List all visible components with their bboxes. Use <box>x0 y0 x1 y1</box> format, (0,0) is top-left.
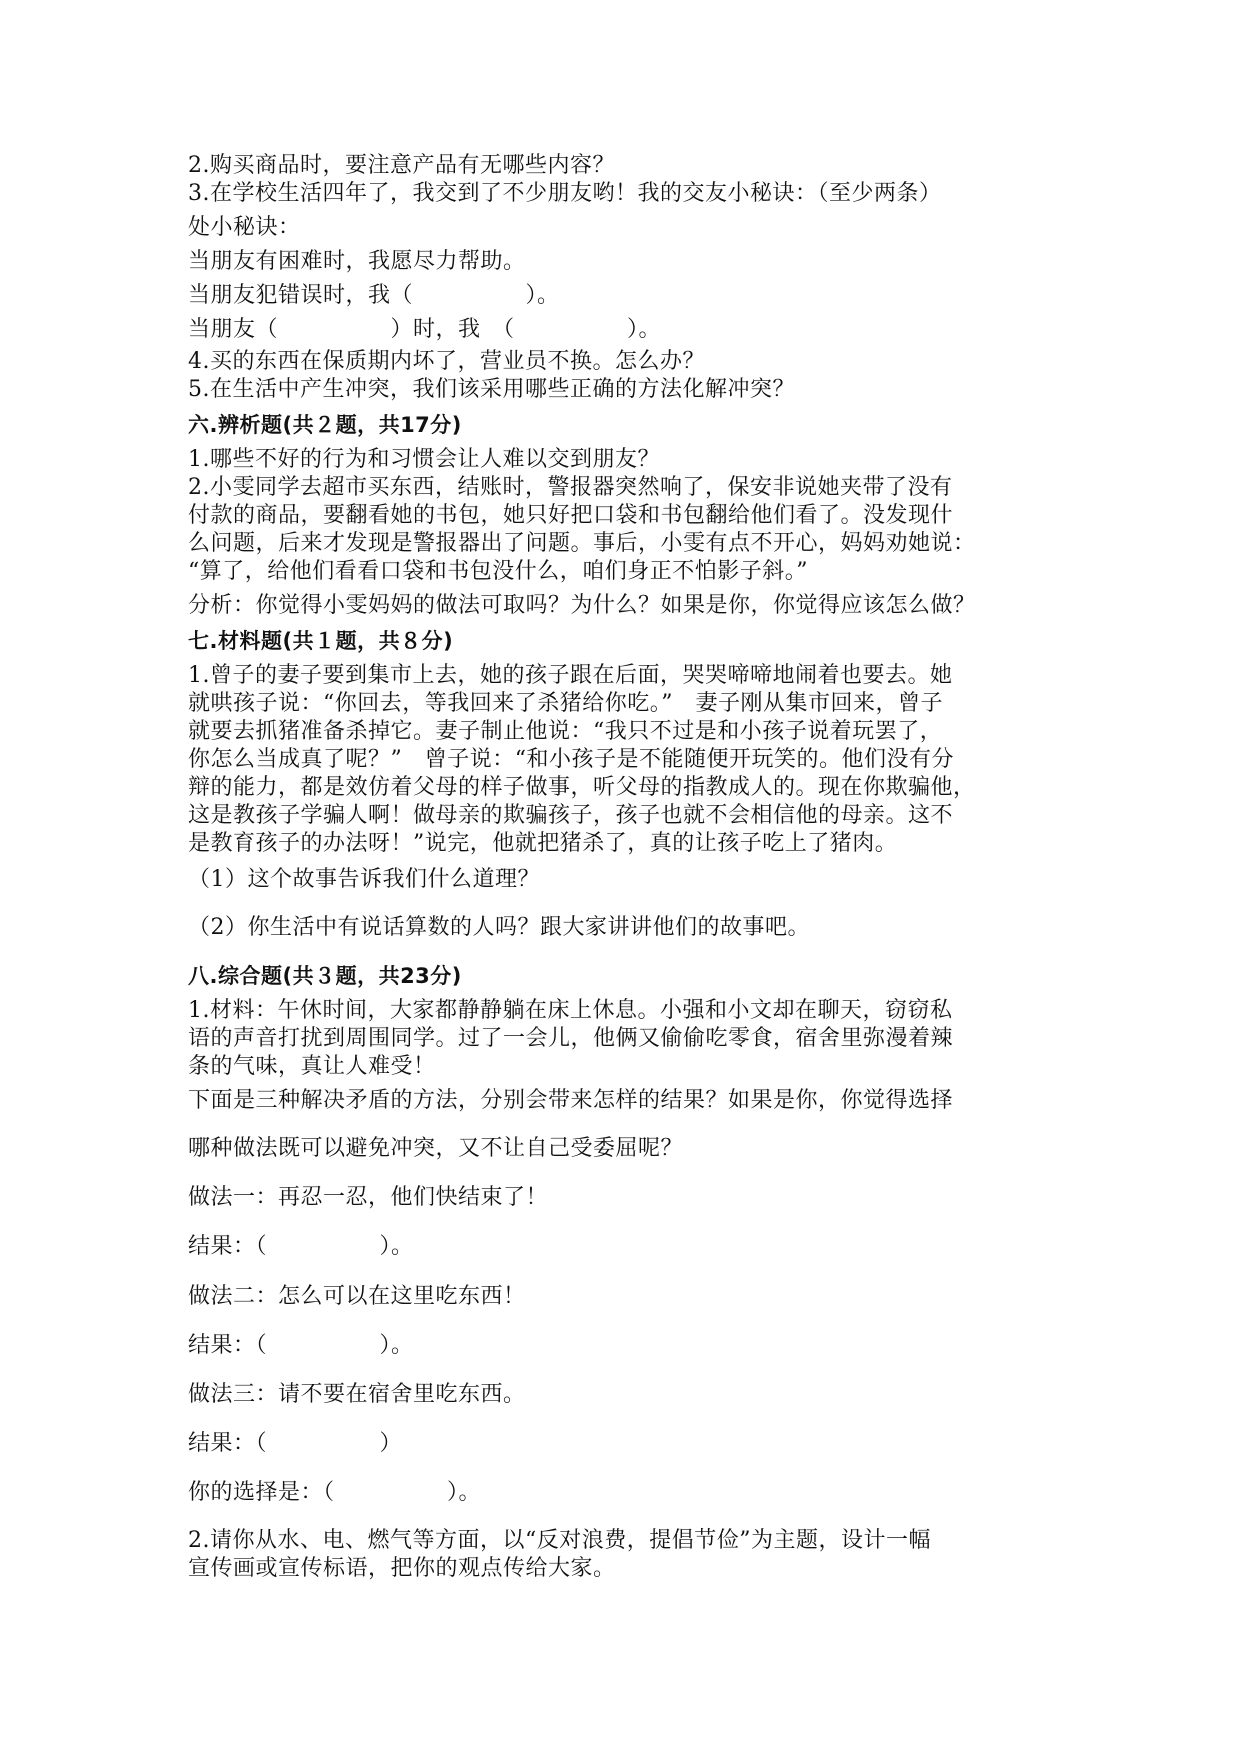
question-5-3: 3.在学校生活四年了，我交到了不少朋友哟！我的交友小秘诀：（至少两条） <box>188 181 942 206</box>
question-7-1-line: 就要去抓猪准备杀掉它。妻子制止他说：“我只不过是和小孩子说着玩罢了， <box>188 719 943 744</box>
section-6-title: 六.辨析题(共２题，共17分) <box>188 413 462 437</box>
tip-line-2: 当朋友犯错误时，我（ ）。 <box>188 283 560 308</box>
tip-line-3: 当朋友（ ）时，我 （ ）。 <box>188 317 662 342</box>
choice-prompt: 你的选择是：（ ）。 <box>188 1480 482 1505</box>
method-3: 做法三：请不要在宿舍里吃东西。 <box>188 1382 526 1407</box>
question-8-1-line: 哪种做法既可以避免冲突，又不让自己受委屈呢？ <box>188 1136 684 1161</box>
result-1: 结果：（ ）。 <box>188 1234 414 1259</box>
subquestion-7-2: （2）你生活中有说话算数的人吗？跟大家讲讲他们的故事吧。 <box>188 915 810 940</box>
tip-line-1: 当朋友有困难时，我愿尽力帮助。 <box>188 249 526 274</box>
question-8-1-line: 下面是三种解决矛盾的方法，分别会带来怎样的结果？如果是你，你觉得选择 <box>188 1088 954 1113</box>
question-6-2-line: 付款的商品，要翻看她的书包，她只好把口袋和书包翻给他们看了。没发现什 <box>188 503 954 528</box>
question-8-2-line: 宣传画或宣传标语，把你的观点传给大家。 <box>188 1556 616 1581</box>
subquestion-7-1: （1）这个故事告诉我们什么道理？ <box>188 867 540 892</box>
analysis-prompt: 分析：你觉得小雯妈妈的做法可取吗？为什么？如果是你，你觉得应该怎么做？ <box>188 593 976 618</box>
question-6-1: 1.哪些不好的行为和习惯会让人难以交到朋友？ <box>188 447 660 472</box>
question-7-1-line: 就哄孩子说：“你回去，等我回来了杀猪给你吃。” 妻子刚从集市回来，曾子 <box>188 691 943 716</box>
question-6-2-line: 2.小雯同学去超市买东西，结账时，警报器突然响了，保安非说她夹带了没有 <box>188 475 953 500</box>
result-2: 结果：（ ）。 <box>188 1333 414 1358</box>
question-8-2-line: 2.请你从水、电、燃气等方面，以“反对浪费，提倡节俭”为主题，设计一幅 <box>188 1528 931 1553</box>
method-2: 做法二：怎么可以在这里吃东西！ <box>188 1284 526 1309</box>
question-8-1-line: 1.材料：午休时间，大家都静静躺在床上休息。小强和小文却在聊天，窃窃私 <box>188 998 953 1023</box>
question-6-2-line: “算了，给他们看看口袋和书包没什么，咱们身正不怕影子斜。” <box>188 559 808 584</box>
question-7-1-line: 是教育孩子的办法呀！”说完，他就把猪杀了，真的让孩子吃上了猪肉。 <box>188 831 898 856</box>
method-1: 做法一：再忍一忍，他们快结束了！ <box>188 1185 549 1210</box>
section-8-title: 八.综合题(共３题，共23分) <box>188 964 462 988</box>
question-8-1-line: 语的声音打扰到周围同学。过了一会儿，他俩又偷偷吃零食，宿舍里弥漫着辣 <box>188 1026 954 1051</box>
question-5-5: 5.在生活中产生冲突，我们该采用哪些正确的方法化解冲突？ <box>188 377 795 402</box>
question-7-1-line: 1.曾子的妻子要到集市上去，她的孩子跟在后面，哭哭啼啼地闹着也要去。她 <box>188 663 953 688</box>
result-3: 结果：（ ） <box>188 1431 403 1456</box>
question-5-4: 4.买的东西在保质期内坏了，营业员不换。怎么办？ <box>188 349 705 374</box>
question-7-1-line: 你怎么当成真了呢？” 曾子说：“和小孩子是不能随便开玩笑的。他们没有分 <box>188 747 954 772</box>
question-5-2: 2.购买商品时，要注意产品有无哪些内容？ <box>188 153 615 178</box>
tips-header: 处小秘诀： <box>188 215 301 240</box>
question-6-2-line: 么问题，后来才发现是警报器出了问题。事后，小雯有点不开心，妈妈劝她说： <box>188 531 976 556</box>
section-7-title: 七.材料题(共１题，共８分) <box>188 629 454 653</box>
question-7-1-line: 辩的能力，都是效仿着父母的样子做事，听父母的指教成人的。现在你欺骗他， <box>188 775 976 800</box>
question-8-1-line: 条的气味，真让人难受！ <box>188 1054 436 1079</box>
question-7-1-line: 这是教孩子学骗人啊！做母亲的欺骗孩子，孩子也就不会相信他的母亲。这不 <box>188 803 954 828</box>
